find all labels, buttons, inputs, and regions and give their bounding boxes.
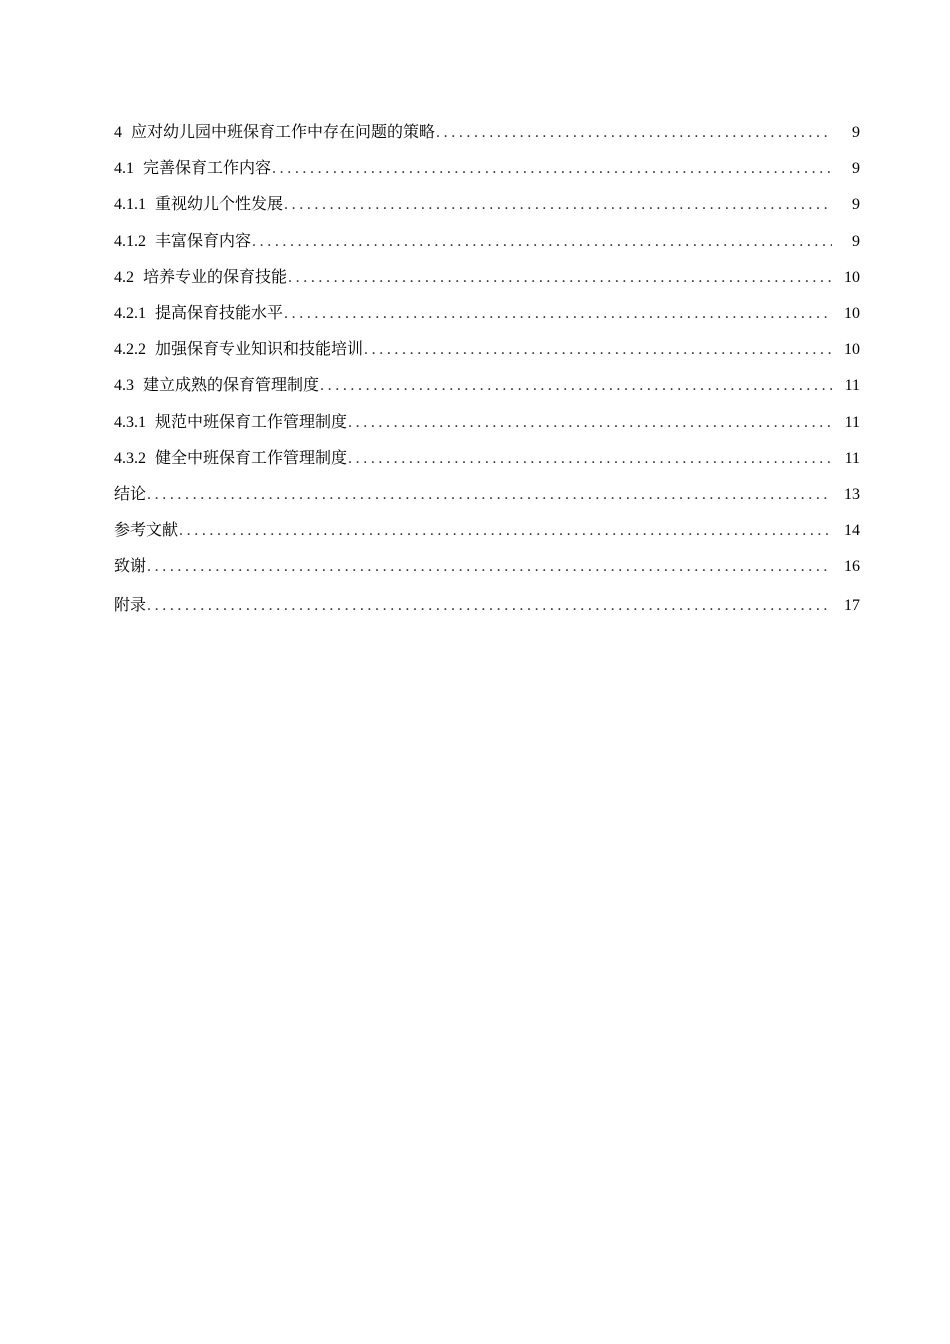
toc-entry-number: 4.1.1	[114, 196, 146, 214]
toc-entry[interactable]	[114, 227, 860, 263]
toc-entry-page: 9	[852, 124, 860, 141]
dot-leader	[436, 119, 832, 147]
toc-entry-title: 提高保育技能水平	[155, 302, 284, 322]
dot-leader	[284, 300, 832, 328]
dot-leader	[147, 553, 832, 581]
dot-leader	[147, 592, 832, 620]
toc-entry-page: 14	[844, 522, 860, 540]
toc-entry-title: 培养专业的保育技能	[143, 266, 288, 286]
toc-entry[interactable]	[114, 516, 860, 552]
toc-entry-title: 完善保育工作内容	[143, 158, 272, 178]
toc-entry[interactable]	[114, 552, 860, 588]
toc-entry-title: 健全中班保育工作管理制度	[155, 447, 348, 467]
dot-leader	[147, 481, 832, 509]
toc-entry[interactable]	[114, 371, 860, 407]
dot-leader	[284, 191, 832, 219]
toc-entry-title: 参考文献	[114, 520, 179, 540]
toc-entry[interactable]	[114, 480, 860, 516]
toc-entry-page: 13	[844, 485, 860, 503]
toc-entry-title: 加强保育专业知识和技能培训	[155, 339, 364, 359]
toc-entry-title: 附录	[114, 595, 147, 615]
toc-entry-title: 规范中班保育工作管理制度	[155, 411, 348, 431]
toc-entry-title: 建立成熟的保育管理制度	[143, 375, 320, 395]
toc-entry-page: 16	[844, 558, 860, 576]
toc-entry-number: 4.1	[114, 160, 134, 178]
dot-leader	[348, 409, 832, 437]
toc-entry-page: 9	[852, 160, 860, 178]
toc-entry-page: 9	[852, 196, 860, 214]
toc-entry[interactable]	[114, 588, 860, 631]
toc-entry-page: 11	[844, 377, 860, 395]
toc-entry[interactable]	[114, 299, 860, 335]
toc-entry-number: 4.3.2	[114, 449, 146, 467]
toc-entry[interactable]	[114, 154, 860, 190]
toc-entry[interactable]	[114, 408, 860, 444]
toc-entry-number: 4.2.2	[114, 341, 146, 359]
toc-entry[interactable]	[114, 118, 860, 154]
toc-entry-page: 9	[852, 232, 860, 250]
toc-entry-page: 10	[844, 304, 860, 322]
toc-entry-page: 17	[844, 597, 860, 615]
toc-entry-title: 致谢	[114, 556, 147, 576]
toc-entry[interactable]	[114, 190, 860, 226]
toc-entry-title: 应对幼儿园中班保育工作中存在问题的策略	[131, 122, 436, 141]
dot-leader	[272, 155, 832, 183]
toc-entry-page: 10	[844, 341, 860, 359]
toc-entry[interactable]	[114, 444, 860, 480]
toc-entry-number: 4.2.1	[114, 304, 146, 322]
toc-entry-page: 11	[844, 413, 860, 431]
toc-entry-number: 4	[114, 124, 122, 141]
toc-entry-number: 4.2	[114, 268, 134, 286]
toc-entry[interactable]	[114, 335, 860, 371]
toc-entry-page: 10	[844, 268, 860, 286]
toc-entry-number: 4.3	[114, 377, 134, 395]
toc-entry[interactable]	[114, 263, 860, 299]
dot-leader	[179, 517, 832, 545]
toc-entry-title: 结论	[114, 483, 147, 503]
toc-entry-title: 丰富保育内容	[155, 230, 252, 250]
toc-entry-number: 4.1.2	[114, 232, 146, 250]
toc-entry-page: 11	[844, 449, 860, 467]
dot-leader	[364, 336, 832, 364]
toc-entry-title: 重视幼儿个性发展	[155, 194, 284, 214]
table-of-contents	[114, 118, 860, 631]
dot-leader	[288, 264, 832, 292]
dot-leader	[252, 228, 832, 256]
dot-leader	[320, 372, 832, 400]
toc-entry-number: 4.3.1	[114, 413, 146, 431]
dot-leader	[348, 445, 832, 473]
